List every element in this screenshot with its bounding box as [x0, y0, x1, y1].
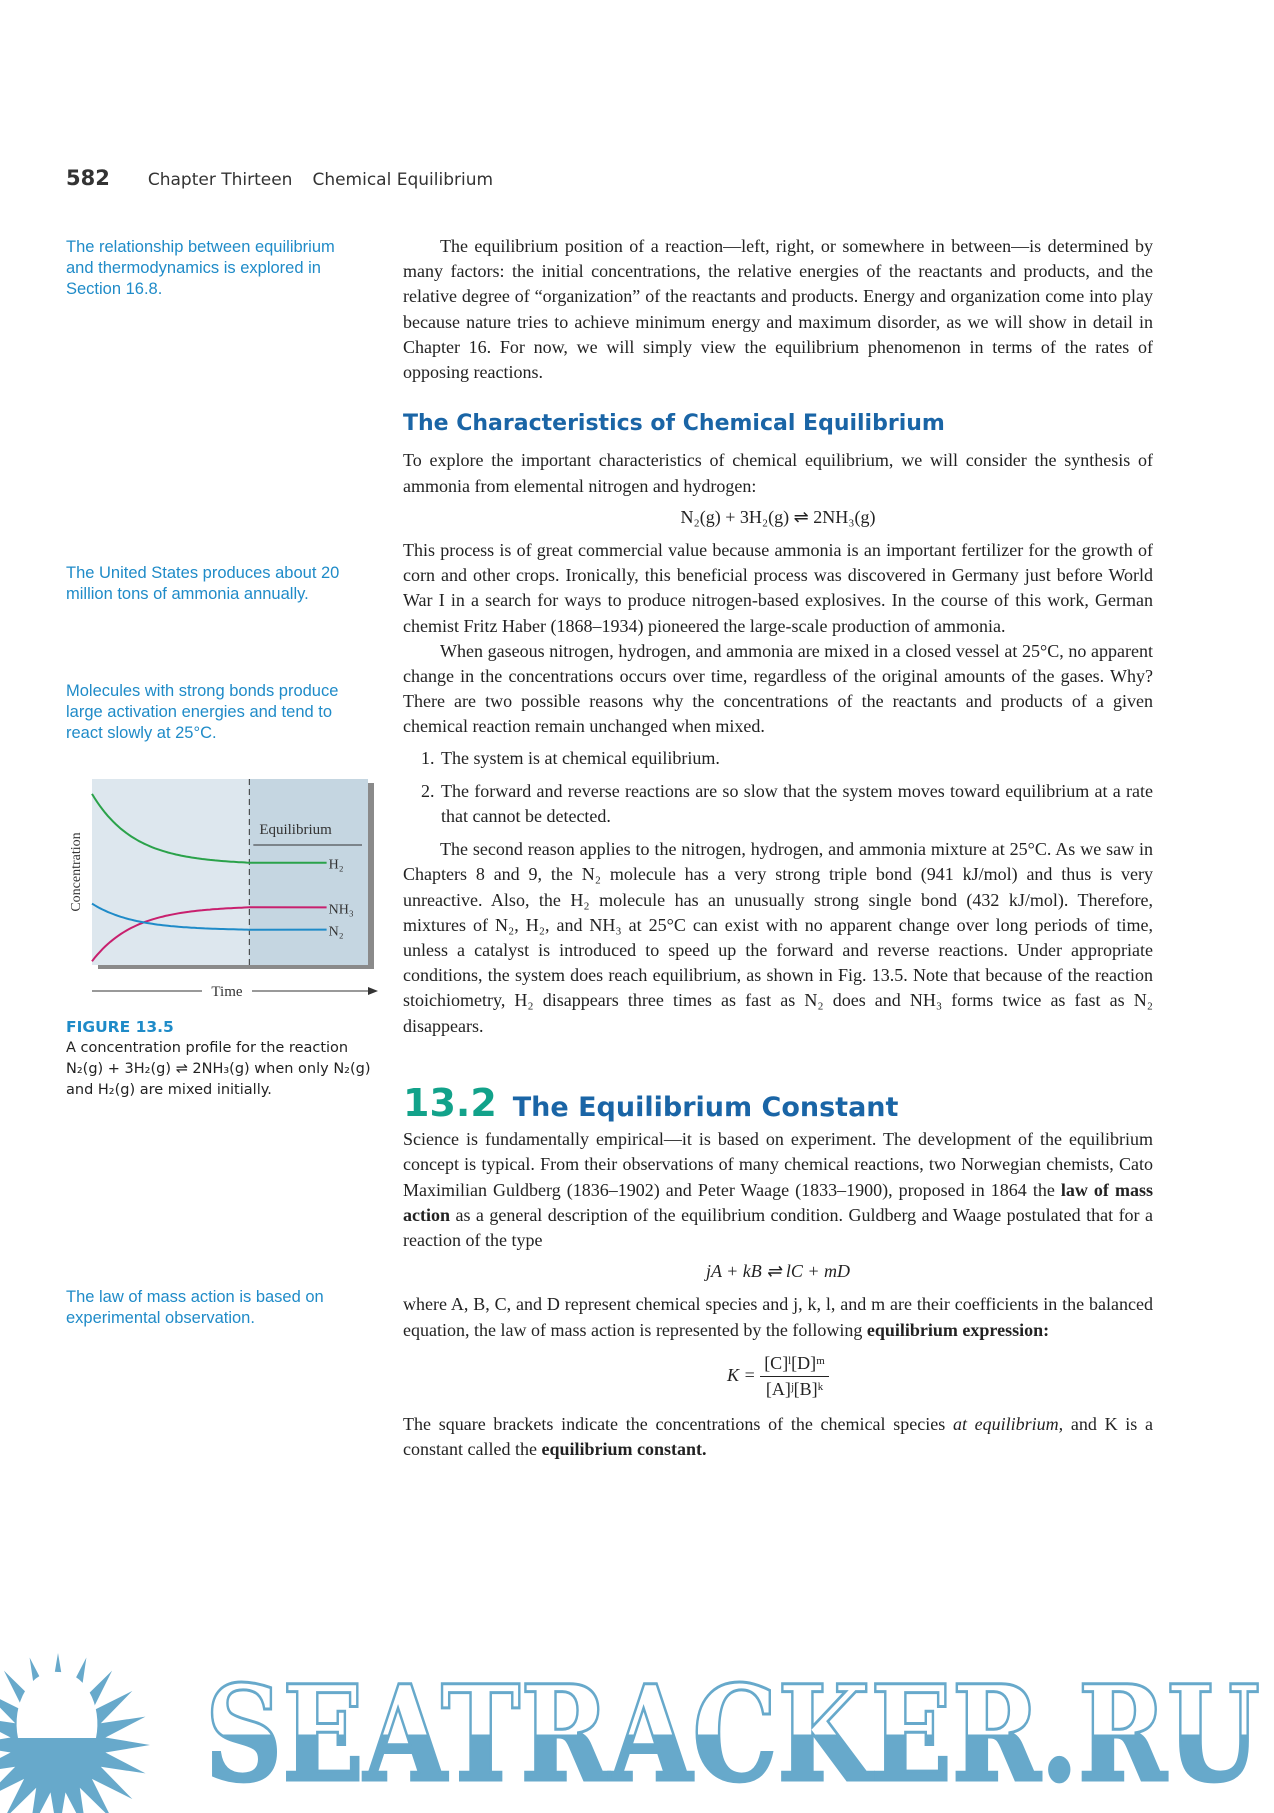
- paragraph: [403, 1127, 1153, 1253]
- text: where A, B, C, and D represent chemical species and j, k, l, and m are their coefficients in the balanced equation, the law of mass action is represented by the following: [403, 1294, 1153, 1340]
- section-number: 13.2: [403, 1080, 497, 1125]
- term-equilibrium-constant: equilibrium constant.: [541, 1439, 707, 1460]
- section-title-text: The Equilibrium Constant: [512, 1091, 899, 1123]
- running-header: [66, 166, 493, 190]
- equation-ammonia: N₂(g) + 3H₂(g) ⇌ 2NH₃(g): [680, 506, 876, 527]
- paragraph: [403, 1412, 1153, 1462]
- paragraph: This process is of great commercial value because ammonia is an important fertilizer for the growth of corn and other crops. Ironically, this beneficial process was discovered in Germany just before World War I in a search for ways to produce nitrogen-based explosives. In the course of this work, German chemist Fritz Haber (1868–1934) pioneered the large-scale production of ammonia.: [403, 540, 1153, 636]
- term-equilibrium-expression: equilibrium expression:: [866, 1319, 1050, 1340]
- arrowhead-icon: [368, 987, 378, 995]
- paragraph: When gaseous nitrogen, hydrogen, and ammonia are mixed in a closed vessel at 25°C, no apparent change in the concentrations occurs over time, regardless of the original amounts of the gases. Why? There are two possible reasons why the concentrations of the reactants and products of a given chemical reaction remain unchanged when mixed.: [403, 640, 1153, 737]
- equation-lhs: K =: [727, 1364, 756, 1385]
- term-law-of-mass-action: law of mass action: [403, 1179, 1153, 1225]
- watermark-text: SEATRACKER.RU: [205, 1657, 1260, 1812]
- fraction: [760, 1351, 829, 1402]
- margin-note: The relationship between equilibrium and thermodynamics is explored in Section 16.8.: [66, 238, 335, 298]
- denominator: [A]ʲ[B]ᵏ: [765, 1378, 824, 1399]
- x-axis-label: Time: [211, 984, 243, 1000]
- margin-note: The law of mass action is based on experimental observation.: [66, 1288, 324, 1327]
- equilibrium-region: [249, 779, 368, 965]
- paragraph: To explore the important characteristics of chemical equilibrium, we will consider the synthesis of ammonia from elemental nitrogen and hydrogen:: [403, 450, 1153, 496]
- sun-logo-icon: [0, 1653, 150, 1813]
- list-item: 2. The forward and reverse reactions are so slow that the system moves toward equilibrium at a rate that cannot be detected.: [439, 779, 1153, 829]
- text: The square brackets indicate the concentrations of the chemical species: [403, 1414, 953, 1435]
- text: as a general description of the equilibrium condition. Guldberg and Waage postulated that for a reaction of the type: [403, 1204, 1153, 1250]
- numerator: [C]ˡ[D]ᵐ: [760, 1351, 829, 1377]
- list-item: 1. The system is at chemical equilibrium.: [439, 746, 1153, 771]
- reasons-list: [403, 746, 1153, 830]
- text-emphasis: at equilibrium,: [952, 1414, 1064, 1435]
- equilibrium-label: Equilibrium: [259, 822, 332, 838]
- chapter-title: Chemical Equilibrium: [312, 170, 494, 190]
- equation-general: jA + kB ⇌ lC + mD: [705, 1261, 851, 1282]
- page-number: 582: [66, 166, 110, 190]
- margin-note: The United States produces about 20 million tons of ammonia annually.: [66, 564, 340, 603]
- figure-caption-text: A concentration profile for the reaction N₂(g) + 3H₂(g) ⇌ 2NH₃(g) when only N₂(g) and H₂(g) are mixed initially.: [66, 1040, 371, 1098]
- equilibrium-expression: [403, 1351, 1153, 1402]
- chapter-label: Chapter Thirteen: [147, 170, 293, 190]
- figure-caption: [66, 1017, 386, 1101]
- series-label: N₂: [328, 924, 344, 940]
- section-title: [403, 1080, 1153, 1125]
- y-axis-label: Concentration: [69, 832, 84, 912]
- paragraph: [403, 1292, 1153, 1342]
- paragraph: The second reason applies to the nitrogen, hydrogen, and ammonia mixture at 25°C. As we saw in Chapters 8 and 9, the N₂ molecule has a very strong triple bond (941 kJ/mol) and thus is very unreactive. Also, the H₂ molecule has an unusually strong single bond (432 kJ/mol). Therefore, mixtures of N₂, H₂, and NH₃ at 25°C can exist with no apparent change over long periods of time, unless a catalyst is introduced to speed up the forward and reverse reactions. Under appropriate conditions, the system does reach equilibrium, as shown in Fig. 13.5. Note that because of the reaction stoichiometry, H₂ disappears three times as fast as N₂ does and NH₃ forms twice as fast as N₂ disappears.: [403, 839, 1153, 1036]
- main-column: [403, 234, 1153, 1463]
- text: and K is a constant called the: [403, 1414, 1154, 1460]
- concentration-chart: [60, 775, 380, 1010]
- figure-label: FIGURE 13.5: [66, 1018, 174, 1036]
- text: Science is fundamentally empirical—it is based on experiment. The development of the equilibrium concept is typical. From their observations of many chemical reactions, two Norwegian chemists, Cato Maximilian Guldberg (1836–1902) and Peter Waage (1833–1900), proposed in 1864 the: [403, 1129, 1153, 1200]
- paragraph: The equilibrium position of a reaction—left, right, or somewhere in between—is determined by many factors: the initial concentrations, the relative energies of the reactants and products, and the relative degree of “organization” of the reactants and products. Energy and organization come into play because nature tries to achieve minimum energy and maximum disorder, as we will show in detail in Chapter 16. For now, we will simply view the equilibrium phenomenon in terms of the rates of opposing reactions.: [403, 236, 1153, 383]
- section-heading: The Characteristics of Chemical Equilibrium: [403, 411, 945, 437]
- series-label: H₂: [328, 857, 344, 873]
- watermark: [0, 1620, 1274, 1813]
- series-label: NH₃: [328, 902, 354, 918]
- margin-note: Molecules with strong bonds produce large activation energies and tend to react slowly at 25°C.: [66, 682, 339, 742]
